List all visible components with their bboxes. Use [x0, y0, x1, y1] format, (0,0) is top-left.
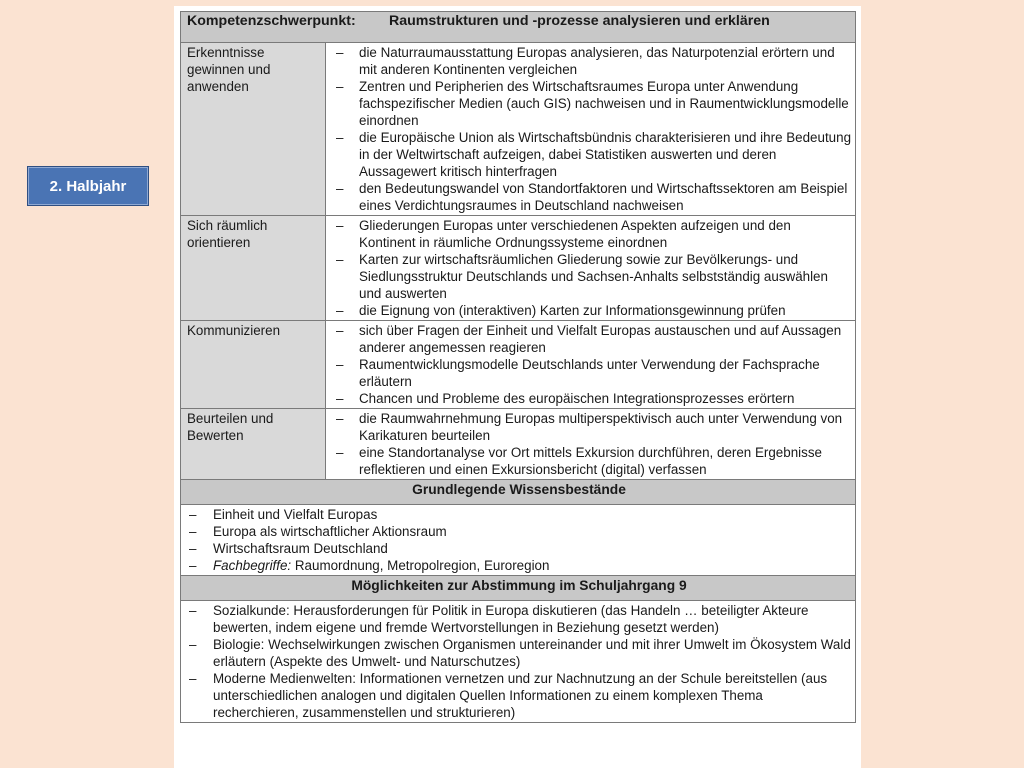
coordination-row: [181, 601, 856, 723]
knowledge-row: [181, 505, 856, 576]
competence-row: [181, 321, 856, 409]
competence-row: [181, 43, 856, 216]
competence-row: [181, 409, 856, 480]
list-item: – Karten zur wirtschaftsräumlichen Gliederung sowie zur Bevölkerungs- und Siedlungsstruktur Deutschlands und Sachsen-Anhalts selbstständig auswählen und auswerten: [332, 251, 851, 302]
list-item: – die Naturraumausstattung Europas analysieren, das Naturpotenzial erörtern und mit anderen Kontinenten vergleichen: [332, 44, 851, 78]
list-item: – sich über Fragen der Einheit und Vielfalt Europas austauschen und auf Aussagen anderer angemessen reagieren: [332, 322, 851, 356]
category-line: anwenden: [187, 79, 249, 94]
section-title: Grundlegende Wissensbestände: [181, 480, 856, 505]
category-line: Beurteilen und: [187, 411, 274, 426]
list-item: – Moderne Medienwelten: Informationen vernetzen und zur Nachnutzung an der Schule bereitstellen (aus unterschiedlichen analogen und digitalen Quellen Informationen zu einem komplexen Thema recherchieren, zusammenstellen und strukturieren): [187, 670, 851, 721]
category-line: orientieren: [187, 235, 251, 250]
category-cell: [181, 409, 326, 480]
list-item: – Wirtschaftsraum Deutschland: [187, 540, 851, 557]
competence-row: [181, 216, 856, 321]
category-cell: [181, 216, 326, 321]
section-header-row: [181, 480, 856, 505]
section-title: Möglichkeiten zur Abstimmung im Schuljahrgang 9: [181, 576, 856, 601]
terms-label: Fachbegriffe:: [213, 558, 292, 573]
items-cell: [326, 321, 856, 409]
list-item: [187, 557, 851, 574]
competence-table: [180, 11, 856, 723]
category-cell: [181, 321, 326, 409]
category-line: Erkenntnisse: [187, 45, 265, 60]
category-line: Kommunizieren: [187, 323, 281, 338]
list-item: – die Europäische Union als Wirtschaftsbündnis charakterisieren und ihre Bedeutung in der Weltwirtschaft aufzeigen, dabei Statistiken auswerten und deren Aussagewert kritisch hinterfragen: [332, 129, 851, 180]
header-title: Raumstrukturen und -prozesse analysieren und erklären: [389, 13, 770, 29]
list-item: – Europa als wirtschaftlicher Aktionsraum: [187, 523, 851, 540]
table-header-row: [181, 12, 856, 43]
semester-badge: 2. Halbjahr: [27, 166, 149, 206]
category-line: Bewerten: [187, 428, 244, 443]
items-cell: [326, 216, 856, 321]
items-cell: [326, 43, 856, 216]
category-cell: [181, 43, 326, 216]
list-item: – Sozialkunde: Herausforderungen für Politik in Europa diskutieren (das Handeln … beteiligter Akteure bewerten, indem eigene und fremde Wertvorstellungen in Beziehung gesetzt werden): [187, 602, 851, 636]
terms-text: Raumordnung, Metropolregion, Euroregion: [291, 558, 550, 573]
category-line: Sich räumlich: [187, 218, 268, 233]
list-item: – Zentren und Peripherien des Wirtschaftsraumes Europa unter Anwendung fachspezifischer Medien (auch GIS) nachweisen und in Raumentwicklungsmodelle einordnen: [332, 78, 851, 129]
list-item: – den Bedeutungswandel von Standortfaktoren und Wirtschaftssektoren am Beispiel eines Verdichtungsraumes in Deutschland nachweisen: [332, 180, 851, 214]
list-item: – die Raumwahrnehmung Europas multiperspektivisch auch unter Verwendung von Karikaturen beurteilen: [332, 410, 851, 444]
knowledge-cell: [181, 505, 856, 576]
header-label: Kompetenzschwerpunkt:: [187, 13, 356, 29]
coordination-cell: [181, 601, 856, 723]
category-line: gewinnen und: [187, 62, 271, 77]
list-item: – eine Standortanalyse vor Ort mittels Exkursion durchführen, deren Ergebnisse reflektieren und einen Exkursionsbericht (digital) verfassen: [332, 444, 851, 478]
list-item: – Chancen und Probleme des europäischen Integrationsprozesses erörtern: [332, 390, 851, 407]
list-item: – Raumentwicklungsmodelle Deutschlands unter Verwendung der Fachsprache erläutern: [332, 356, 851, 390]
list-item: – Einheit und Vielfalt Europas: [187, 506, 851, 523]
list-item: – Biologie: Wechselwirkungen zwischen Organismen untereinander und mit ihrer Umwelt im Ökosystem Wald erläutern (Aspekte des Umwelt- und Naturschutzes): [187, 636, 851, 670]
table-header: [181, 12, 856, 43]
list-item: – die Eignung von (interaktiven) Karten zur Informationsgewinnung prüfen: [332, 302, 851, 319]
section-header-row: [181, 576, 856, 601]
list-item: – Gliederungen Europas unter verschiedenen Aspekten aufzeigen und den Kontinent in räumliche Ordnungssysteme einordnen: [332, 217, 851, 251]
items-cell: [326, 409, 856, 480]
curriculum-document: [174, 6, 861, 768]
